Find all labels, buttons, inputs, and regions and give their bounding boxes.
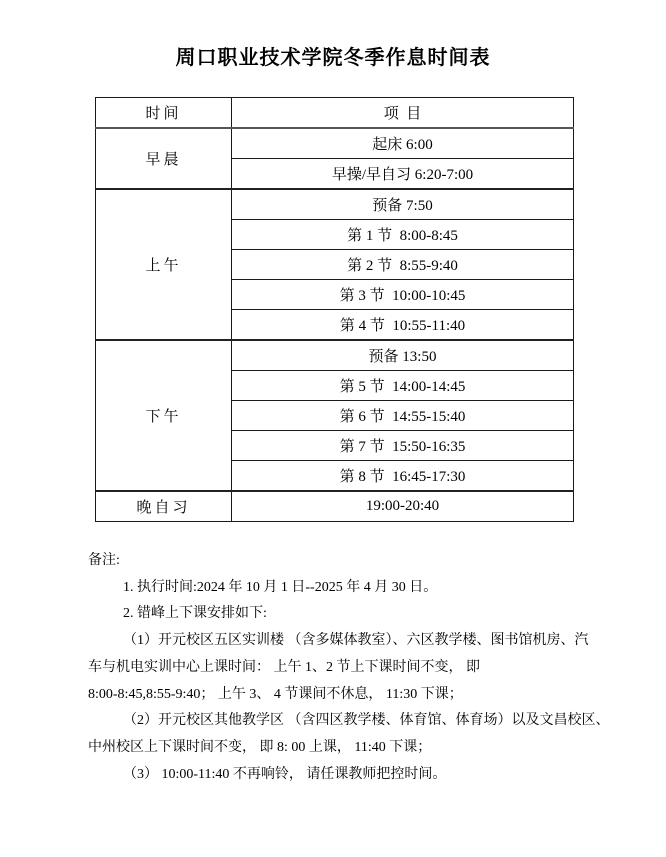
schedule-item-cell: 起床 6:00 [232,128,574,159]
period-cell-forenoon: 上午 [96,189,232,340]
schedule-table [95,97,574,522]
note-line: 8:00-8:45,8:55-9:40； 上午 3、 4 节课间不休息， 11:30 下课； [88,686,463,702]
table-row [96,491,574,522]
note-line: （3） 10:00-11:40 不再响铃， 请任课教师把控时间。 [123,766,447,782]
notes-section [88,548,610,788]
note-line: 1. 执行时间:2024 年 10 月 1 日--2025 年 4 月 30 日。 [123,579,438,595]
note-line: （1）开元校区五区实训楼 （含多媒体教室）、六区教学楼、图书馆机房、汽 [123,633,589,649]
table-header-row [96,98,574,129]
schedule-item-cell: 第 2 节 8:55-9:40 [232,250,574,280]
schedule-item-cell: 19:00-20:40 [232,491,574,522]
page-title: 周口职业技术学院冬季作息时间表 [175,47,491,69]
schedule-item-cell: 第 4 节 10:55-11:40 [232,310,574,341]
table-row [96,340,574,371]
col-header-item: 项 目 [232,98,574,129]
note-line: 备注: [88,553,120,568]
note-line: 车与机电实训中心上课时间： 上午 1、2 节上下课时间不变， 即 [88,659,480,675]
schedule-item-cell: 第 6 节 14:55-15:40 [232,401,574,431]
schedule-item-cell: 预备 7:50 [232,189,574,220]
schedule-item-cell: 第 3 节 10:00-10:45 [232,280,574,310]
table-row [96,189,574,220]
table-row [96,128,574,159]
note-line: 中州校区上下课时间不变， 即 8: 00 上课， 11:40 下课； [88,739,432,755]
note-line: （2）开元校区其他教学区 （含四区教学楼、体育馆、体育场）以及文昌校区、 [123,713,610,729]
schedule-item-cell: 第 5 节 14:00-14:45 [232,371,574,401]
schedule-item-cell: 预备 13:50 [232,340,574,371]
period-cell-morning: 早晨 [96,128,232,189]
note-line: 2. 错峰上下课安排如下: [123,606,267,622]
schedule-item-cell: 早操/早自习 6:20-7:00 [232,159,574,190]
schedule-item-cell: 第 8 节 16:45-17:30 [232,461,574,492]
schedule-item-cell: 第 7 节 15:50-16:35 [232,431,574,461]
period-cell-afternoon: 下午 [96,340,232,491]
schedule-item-cell: 第 1 节 8:00-8:45 [232,220,574,250]
period-cell-evening-study: 晚自习 [96,491,232,522]
col-header-time: 时间 [96,98,232,129]
